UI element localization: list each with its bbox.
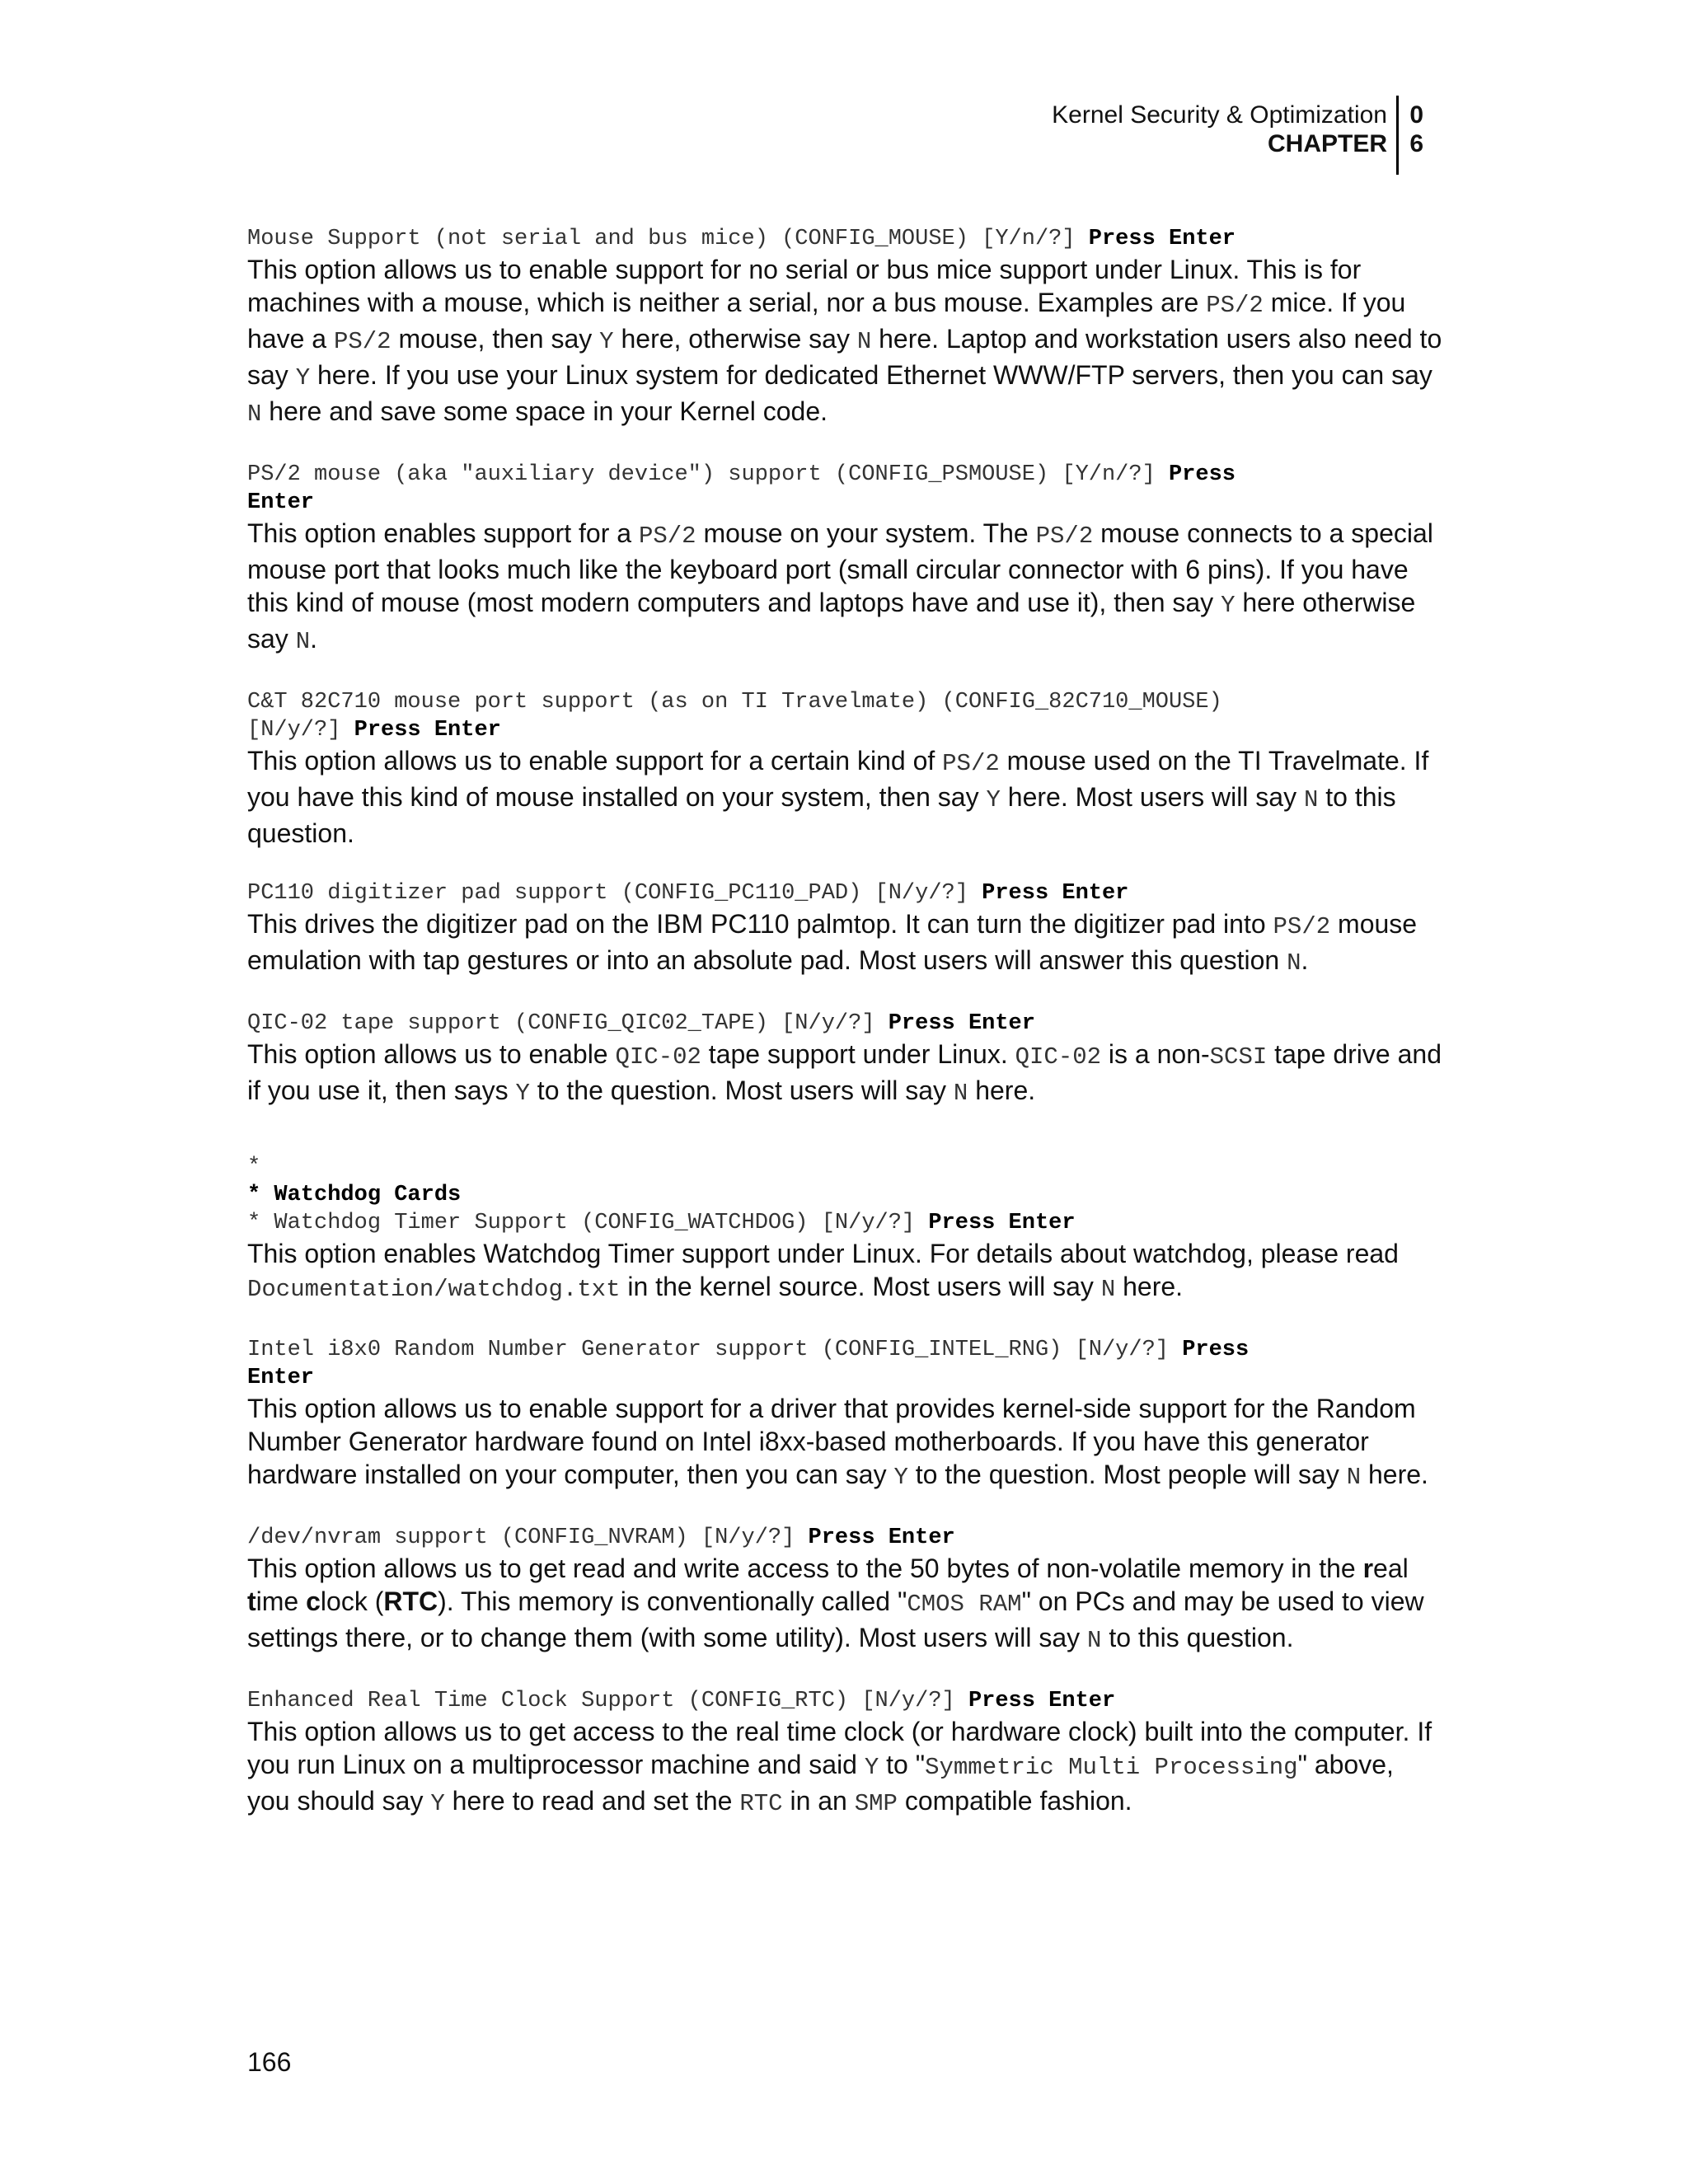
bold-letter: r (1362, 1554, 1374, 1583)
code-term: N (1087, 1627, 1102, 1654)
code-term: Y (864, 1754, 879, 1781)
desc-text: This option allows us to get read and write access to the 50 bytes of non-volatile memory in the (247, 1554, 1356, 1583)
desc-text: in an (790, 1786, 847, 1816)
chapter-digit-1: 0 (1409, 101, 1423, 129)
desc-text: to the question. Most users will say (537, 1076, 947, 1105)
desc-text: here and save some space in your Kernel code. (269, 396, 828, 426)
config-option-text: Intel i8x0 Random Number Generator support (CONFIG_INTEL_RNG) [N/y/?] (247, 1338, 1169, 1362)
code-term: Y (599, 328, 614, 355)
code-term: PS/2 (1035, 523, 1094, 550)
code-term: QIC-02 (1015, 1043, 1102, 1071)
desc-text: This option allows us to get access to the real time clock (or hardware clock) built into the computer. If you run Linux on a multiprocessor machine and said (247, 1717, 1432, 1779)
desc-text: to this question. (1109, 1623, 1294, 1652)
desc-text: . (1301, 945, 1309, 975)
header-title: Kernel Security & Optimization (1052, 101, 1387, 129)
code-term: SCSI (1209, 1043, 1268, 1071)
press-enter-label: Press Enter (982, 881, 1129, 906)
option-description (247, 744, 1442, 850)
desc-text: here. If you use your Linux system for dedicated Ethernet WWW/FTP servers, then you can say (316, 360, 1432, 390)
desc-text: to this question. (247, 782, 1396, 848)
code-term: Y (893, 1464, 908, 1491)
bold-acronym: RTC (383, 1586, 438, 1616)
code-term: CMOS RAM (907, 1591, 1022, 1618)
desc-text: here. (1123, 1272, 1184, 1301)
entry-config-nvram (247, 1524, 1442, 1657)
code-term: PS/2 (1206, 292, 1264, 319)
code-term: Y (1221, 592, 1236, 619)
config-option-text: * Watchdog Timer Support (CONFIG_WATCHDOG) [N/y/?] (247, 1211, 916, 1235)
code-term: PS/2 (942, 750, 1000, 777)
option-description (247, 1038, 1442, 1110)
desc-text: mouse used on the TI Travelmate. If you have this kind of mouse installed on your system, then say (247, 746, 1429, 812)
desc-text: tape support under Linux. (708, 1039, 1008, 1069)
desc-text: mouse, then say (398, 324, 593, 354)
header-chapter-label: CHAPTER (1267, 130, 1387, 157)
desc-text: ime (256, 1586, 299, 1616)
entry-config-intel-rng (247, 1336, 1442, 1494)
desc-text: lock ( (320, 1586, 384, 1616)
desc-text: compatible fashion. (904, 1786, 1132, 1816)
config-option-line (247, 879, 1442, 907)
desc-text: mouse connects to a special mouse port that looks much like the keyboard port (small circular connector with 6 pins). If you have this kind of mouse (most modern computers and laptops have and use it), then say (247, 518, 1433, 617)
desc-text: This option allows us to enable (247, 1039, 608, 1069)
bold-letter: c (306, 1586, 321, 1616)
entry-config-82c710-mouse (247, 688, 1442, 850)
entry-config-qic02-tape (247, 1010, 1442, 1110)
desc-text: " above, you should say (247, 1750, 1394, 1816)
press-enter-label: Press Enter (1088, 227, 1236, 251)
config-option-line (247, 1209, 1442, 1237)
code-term: Y (430, 1790, 445, 1817)
code-term: N (953, 1080, 968, 1107)
desc-text: mice. If you have a (247, 288, 1406, 354)
desc-text: This option allows us to enable support for no serial or bus mice support under Linux. This is for machines with a mouse, which is neither a serial, nor a bus mouse. Examples are (247, 255, 1362, 317)
press-label: Press (1182, 1338, 1250, 1362)
desc-text: here. Most users will say (1007, 782, 1297, 812)
config-option-text: QIC-02 tape support (CONFIG_QIC02_TAPE) [N/y/?] (247, 1011, 875, 1036)
entry-config-rtc (247, 1687, 1442, 1821)
desc-text: mouse on your system. The (703, 518, 1029, 548)
config-option-line (247, 1010, 1442, 1038)
code-term: PS/2 (638, 523, 696, 550)
code-term: SMP (854, 1790, 898, 1817)
desc-text: tape drive and if you use it, then says (247, 1039, 1442, 1105)
config-option-text: C&T 82C710 mouse port support (as on TI Travelmate) (CONFIG_82C710_MOUSE) (247, 690, 1222, 715)
config-option-line (247, 225, 1442, 253)
desc-text: here, otherwise say (621, 324, 850, 354)
running-header (989, 96, 1430, 175)
entry-config-psmouse (247, 461, 1442, 658)
code-term: PS/2 (1273, 913, 1331, 940)
config-option-text: Enhanced Real Time Clock Support (CONFIG_RTC) [N/y/?] (247, 1689, 955, 1713)
option-description (247, 253, 1442, 431)
header-chapter-number (1409, 101, 1423, 158)
page-number: 166 (247, 2047, 292, 2077)
section-heading-text: * Watchdog Cards (247, 1183, 462, 1207)
option-description (247, 1237, 1442, 1306)
entry-config-watchdog (247, 1153, 1442, 1306)
config-option-line (247, 461, 1442, 517)
desc-text: here otherwise say (247, 588, 1416, 654)
option-description (247, 907, 1442, 980)
press-enter-label: Press Enter (968, 1689, 1116, 1713)
desc-text: . (310, 624, 317, 654)
config-option-line (247, 1524, 1442, 1552)
config-option-text: Mouse Support (not serial and bus mice) (CONFIG_MOUSE) [Y/n/?] (247, 227, 1076, 251)
config-section-heading (247, 1181, 1442, 1209)
code-term: QIC-02 (615, 1043, 701, 1071)
main-content (247, 225, 1442, 1850)
config-option-line (247, 1336, 1442, 1392)
option-description (247, 1392, 1442, 1494)
code-term: RTC (739, 1790, 783, 1817)
code-term: Documentation/watchdog.txt (247, 1276, 621, 1303)
desc-text: This option allows us to enable support for a certain kind of (247, 746, 935, 776)
config-comment-star: * (247, 1155, 261, 1179)
code-term: N (1287, 949, 1301, 977)
entry-config-pc110-pad (247, 879, 1442, 980)
config-option-text: [N/y/?] (247, 718, 341, 743)
desc-text: in the kernel source. Most users will say (627, 1272, 1094, 1301)
code-term: N (856, 328, 872, 355)
code-term: N (1100, 1276, 1116, 1303)
chapter-digit-2: 6 (1409, 130, 1423, 157)
desc-text: to the question. Most people will say (915, 1460, 1339, 1489)
config-option-text: PC110 digitizer pad support (CONFIG_PC110_PAD) [N/y/?] (247, 881, 968, 906)
option-description (247, 1552, 1442, 1657)
code-term: Symmetric Multi Processing (925, 1754, 1298, 1781)
press-enter-label: Press Enter (928, 1211, 1076, 1235)
desc-text: eal (1373, 1554, 1409, 1583)
entry-config-mouse (247, 225, 1442, 431)
config-option-text: PS/2 mouse (aka "auxiliary device") support (CONFIG_PSMOUSE) [Y/n/?] (247, 462, 1156, 487)
header-vertical-rule (1396, 96, 1399, 175)
press-enter-label: Press Enter (808, 1526, 955, 1550)
enter-label: Enter (247, 490, 315, 515)
desc-text: This drives the digitizer pad on the IBM PC110 palmtop. It can turn the digitizer pad into (247, 909, 1266, 939)
desc-text: here. Laptop and workstation users also need to say (247, 324, 1442, 390)
desc-text: to " (886, 1750, 926, 1779)
option-description (247, 517, 1442, 658)
desc-text: here. (1368, 1460, 1428, 1489)
press-label: Press (1168, 462, 1236, 487)
press-enter-label: Press Enter (354, 718, 501, 743)
code-term: N (1303, 786, 1319, 813)
desc-text: This option enables support for a (247, 518, 632, 548)
header-text (1052, 101, 1387, 158)
press-enter-label: Press Enter (888, 1011, 1035, 1036)
config-option-line (247, 688, 1442, 744)
code-term: PS/2 (333, 328, 392, 355)
desc-text: here. (975, 1076, 1036, 1105)
desc-text: mouse emulation with tap gestures or into an absolute pad. Most users will answer this question (247, 909, 1418, 975)
desc-text: is a non- (1108, 1039, 1210, 1069)
config-option-text: /dev/nvram support (CONFIG_NVRAM) [N/y/?] (247, 1526, 795, 1550)
code-term: Y (295, 364, 311, 391)
code-term: Y (515, 1080, 530, 1107)
bold-letter: t (247, 1586, 256, 1616)
desc-text: " on PCs and may be used to view settings there, or to change them (with some utility). Most users will say (247, 1586, 1424, 1652)
desc-text: This option allows us to enable support for a driver that provides kernel-side support for the Random Number Generator hardware found on Intel i8xx-based motherboards. If you have this generator hardware installed on your computer, then you can say (247, 1394, 1416, 1489)
code-term: Y (986, 786, 1001, 813)
desc-text: ). This memory is conventionally called " (438, 1586, 907, 1616)
desc-text: here to read and set the (452, 1786, 733, 1816)
code-term: N (295, 628, 311, 655)
code-term: N (1346, 1464, 1362, 1491)
config-option-line (247, 1687, 1442, 1715)
code-term: N (247, 401, 262, 428)
enter-label: Enter (247, 1366, 315, 1390)
desc-text: This option enables Watchdog Timer support under Linux. For details about watchdog, please read (247, 1239, 1399, 1268)
option-description (247, 1715, 1442, 1821)
